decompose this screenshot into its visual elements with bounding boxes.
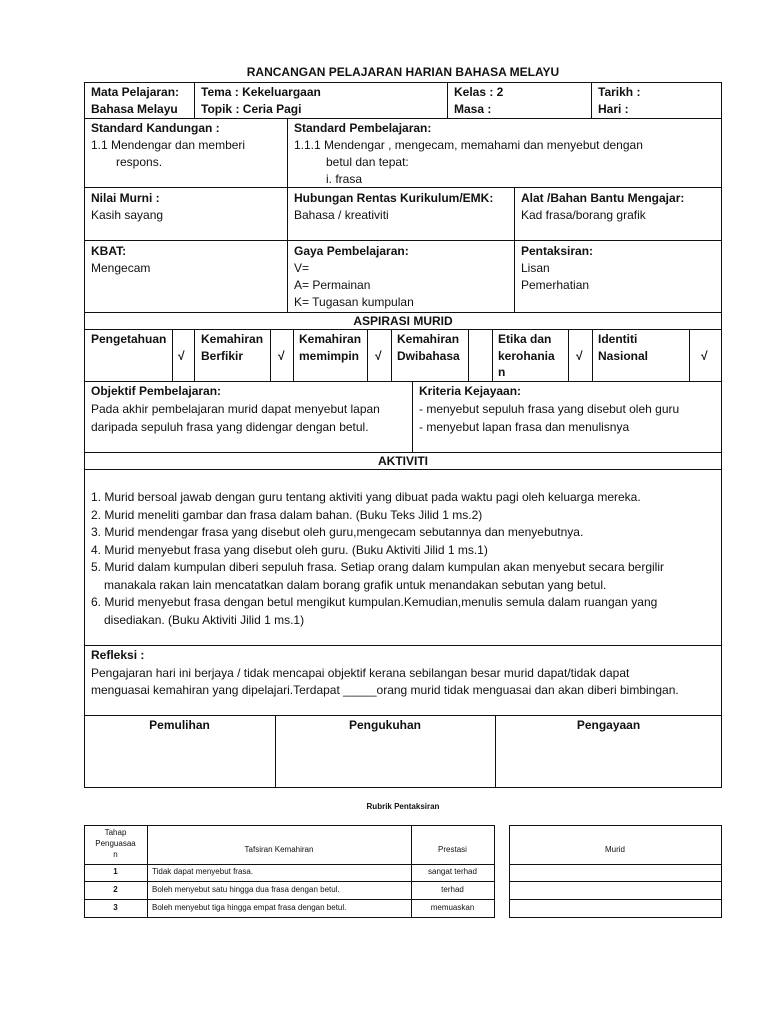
document-title: RANCANGAN PELAJARAN HARIAN BAHASA MELAYU — [246, 65, 560, 79]
refleksi-line1: Pengajaran hari ini berjaya / tidak mencapai objektif kerana sebilangan besar murid dapat/tidak dapat — [91, 666, 630, 680]
standard-pembelajaran-line3: i. frasa — [326, 172, 363, 186]
aspirasi-dwibahasa-2: Dwibahasa — [397, 349, 460, 363]
gaya-k: K= Tugasan kumpulan — [294, 295, 414, 309]
mata-pelajaran-label: Mata Pelajaran: — [91, 85, 180, 99]
objektif-label: Objektif Pembelajaran: — [91, 384, 222, 398]
rubrik-row-tafsiran: Boleh menyebut satu hingga dua frasa dengan betul. — [152, 885, 340, 894]
alat-value: Kad frasa/borang grafik — [521, 208, 646, 222]
gaya-a: A= Permainan — [294, 278, 371, 292]
refleksi-line2: menguasai kemahiran yang dipelajari.Terdapat _____orang murid tidak menguasai dan akan diberi bimbingan. — [91, 683, 679, 697]
objektif-line2: daripada sepuluh frasa yang didengar dengan betul. — [91, 420, 369, 434]
rubrik-title: Rubrik Pentaksiran — [366, 802, 440, 811]
rubrik-row-tahap: 2 — [113, 885, 118, 894]
aspirasi-identiti-2: Nasional — [598, 349, 649, 363]
rubrik-h-tafsiran: Tafsiran Kemahiran — [244, 845, 314, 854]
alat-label: Alat /Bahan Bantu Mengajar: — [521, 191, 685, 205]
rubrik-row-prestasi: memuaskan — [430, 903, 475, 912]
check-mark: √ — [701, 349, 708, 363]
kriteria-2: - menyebut lapan frasa dan menulisnya — [419, 420, 630, 434]
kbat-value: Mengecam — [91, 261, 151, 275]
rubrik-h-murid: Murid — [604, 845, 625, 854]
aspirasi-memimpin-2: memimpin — [299, 349, 360, 363]
aspirasi-dwibahasa-1: Kemahiran — [397, 332, 460, 346]
hubungan-label: Hubungan Rentas Kurikulum/EMK: — [294, 191, 494, 205]
rubrik-h-tahap-3: n — [113, 850, 118, 859]
nilai-murni-label: Nilai Murni : — [91, 191, 160, 205]
gaya-label: Gaya Pembelajaran: — [294, 244, 409, 258]
aspirasi-pengetahuan: Pengetahuan — [91, 332, 167, 346]
kriteria-label: Kriteria Kejayaan: — [419, 384, 522, 398]
check-mark: √ — [576, 349, 583, 363]
rubrik-row-tafsiran: Tidak dapat menyebut frasa. — [152, 867, 254, 876]
rubrik-row-prestasi: sangat terhad — [428, 867, 477, 876]
aktiviti-item-1: 1. Murid bersoal jawab dengan guru tentang aktiviti yang dibuat pada waktu pagi oleh keluarga mereka. — [91, 490, 641, 504]
kbat-label: KBAT: — [91, 244, 127, 258]
aktiviti-item-6-cont: disediakan. (Buku Aktiviti Jilid 1 ms.1) — [104, 613, 305, 627]
rubrik-h-prestasi: Prestasi — [438, 845, 467, 854]
check-mark: √ — [178, 349, 185, 363]
standard-pembelajaran-label: Standard Pembelajaran: — [294, 121, 432, 135]
masa: Masa : — [454, 102, 492, 116]
pemulihan-header: Pemulihan — [149, 718, 210, 732]
aspirasi-etika-1: Etika dan — [498, 332, 552, 346]
standard-kandungan-line1: 1.1 Mendengar dan memberi — [91, 138, 246, 152]
check-mark: √ — [375, 349, 382, 363]
aktiviti-item-5: 5. Murid dalam kumpulan diberi sepuluh frasa. Setiap orang dalam kumpulan akan menyebut secara bergilir — [91, 560, 664, 574]
aktiviti-title: AKTIVITI — [378, 454, 428, 468]
rubrik-row-prestasi: terhad — [441, 885, 464, 894]
tema: Tema : Kekeluargaan — [201, 85, 321, 99]
aktiviti-item-5-cont: manakala rakan lain mencatatkan dalam borang grafik untuk menandakan sebutan yang betul. — [104, 578, 607, 592]
aspirasi-identiti-1: Identiti — [598, 332, 638, 346]
kriteria-1: - menyebut sepuluh frasa yang disebut oleh guru — [419, 402, 680, 416]
aspirasi-berfikir-1: Kemahiran — [201, 332, 264, 346]
pentaksiran-pemerhatian: Pemerhatian — [521, 278, 590, 292]
pengayaan-header: Pengayaan — [576, 718, 641, 732]
objektif-line1: Pada akhir pembelajaran murid dapat menyebut lapan — [91, 402, 380, 416]
mata-pelajaran-value: Bahasa Melayu — [91, 102, 178, 116]
aspirasi-title: ASPIRASI MURID — [353, 314, 453, 328]
pentaksiran-label: Pentaksiran: — [521, 244, 594, 258]
standard-pembelajaran-line1: 1.1.1 Mendengar , mengecam, memahami dan menyebut dengan — [294, 138, 643, 152]
aspirasi-berfikir-2: Berfikir — [201, 349, 244, 363]
pengukuhan-header: Pengukuhan — [348, 718, 421, 732]
standard-kandungan-label: Standard Kandungan : — [91, 121, 220, 135]
rubrik-row-tahap: 3 — [113, 903, 118, 912]
aspirasi-etika-3: n — [498, 365, 506, 379]
aktiviti-item-3: 3. Murid mendengar frasa yang disebut oleh guru,mengecam sebutannya dan menyebutnya. — [91, 525, 584, 539]
standard-kandungan-line2: respons. — [116, 155, 163, 169]
aktiviti-item-4: 4. Murid menyebut frasa yang disebut oleh guru. (Buku Aktiviti Jilid 1 ms.1) — [91, 543, 488, 557]
aktiviti-item-2: 2. Murid meneliti gambar dan frasa dalam bahan. (Buku Teks Jilid 1 ms.2) — [91, 508, 483, 522]
tarikh: Tarikh : — [598, 85, 641, 99]
aspirasi-memimpin-1: Kemahiran — [299, 332, 362, 346]
kelas: Kelas : 2 — [454, 85, 504, 99]
nilai-murni-value: Kasih sayang — [91, 208, 164, 222]
hari: Hari : — [598, 102, 629, 116]
aspirasi-etika-2: kerohania — [498, 349, 555, 363]
gaya-v: V= — [294, 261, 310, 275]
rubrik-h-tahap-2: Penguasaa — [95, 839, 136, 848]
aktiviti-item-6: 6. Murid menyebut frasa dengan betul mengikut kumpulan.Kemudian,menulis semula dalam ruangan yang — [91, 595, 658, 609]
refleksi-label: Refleksi : — [91, 648, 145, 662]
rubrik-h-tahap-1: Tahap — [104, 828, 127, 837]
rubrik-row-tahap: 1 — [113, 867, 118, 876]
hubungan-value: Bahasa / kreativiti — [294, 208, 389, 222]
rubrik-row-tafsiran: Boleh menyebut tiga hingga empat frasa dengan betul. — [152, 903, 347, 912]
standard-pembelajaran-line2: betul dan tepat: — [326, 155, 409, 169]
topik: Topik : Ceria Pagi — [201, 102, 302, 116]
check-mark: √ — [278, 349, 285, 363]
pentaksiran-lisan: Lisan — [521, 261, 550, 275]
